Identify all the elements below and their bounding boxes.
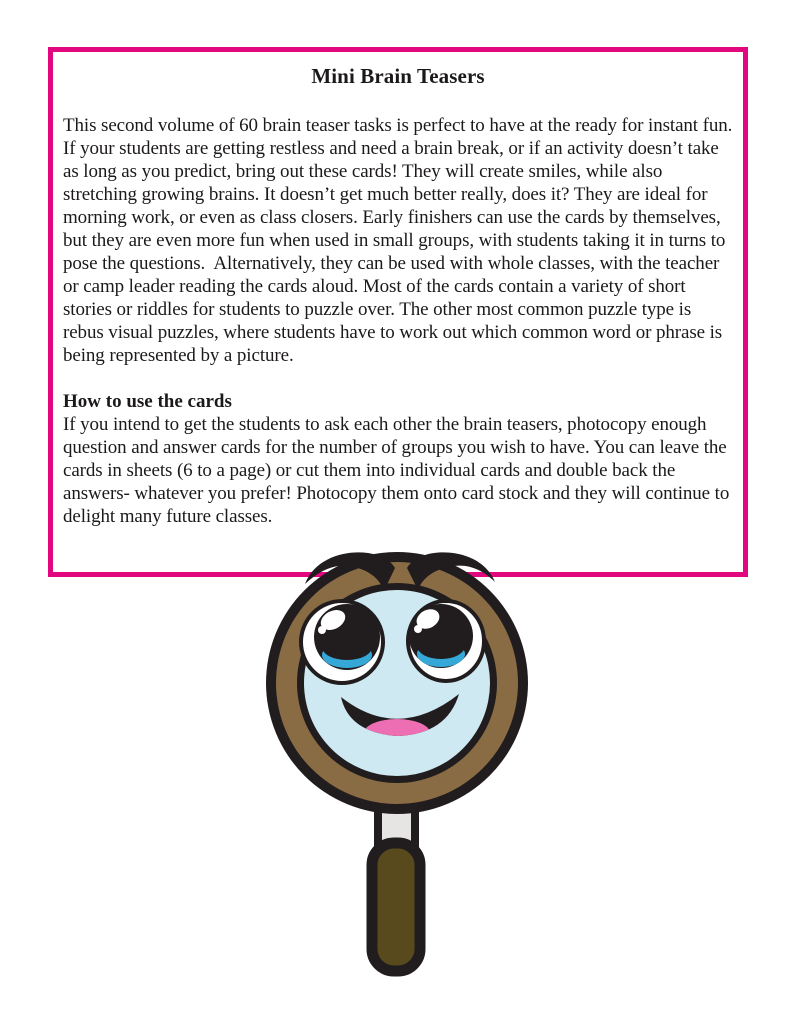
magnifier-handle: [372, 843, 420, 971]
magnifying-glass-illustration: [262, 548, 532, 982]
how-to-heading: How to use the cards: [63, 391, 232, 412]
right-eye: [408, 601, 484, 681]
left-eye-iris-mask: [322, 634, 372, 660]
intro-paragraph: This second volume of 60 brain teaser tasks is perfect to have at the ready for instant fun. If your students are getting restless and need a brain break, or if an activity doesn’t take as long as you predict, bring out these cards! They will create smiles, while also stretching growing brains. It doesn’t get much better really, does it? They are ideal for morning work, or even as class closers. Early finishers can use the cards by themselves, but they are even more fun when used in small groups, with students taking it in turns to pose the questions. Alternatively, they can be used with whole classes, with the teacher or camp leader reading the cards aloud. Most of the cards contain a variety of short stories or riddles for students to puzzle over. The other most common puzzle type is rebus visual puzzles, where students have to work out which common word or phrase is being represented by a picture.: [63, 115, 737, 366]
how-to-paragraph: If you intend to get the students to ask each other the brain teasers, photocopy enough question and answer cards for the number of groups you wish to have. You can leave the cards in sheets (6 to a page) or cut them into individual cards and double back the answers- whatever you prefer! Photocopy them onto card stock and they will continue to delight many future classes.: [63, 414, 734, 527]
right-eye-iris-mask: [417, 633, 465, 659]
instructions-box: [48, 47, 748, 577]
page-title: Mini Brain Teasers: [311, 64, 485, 88]
left-eye-shine-small: [318, 626, 326, 634]
left-eye: [301, 601, 383, 683]
right-eye-shine-small: [414, 625, 422, 633]
